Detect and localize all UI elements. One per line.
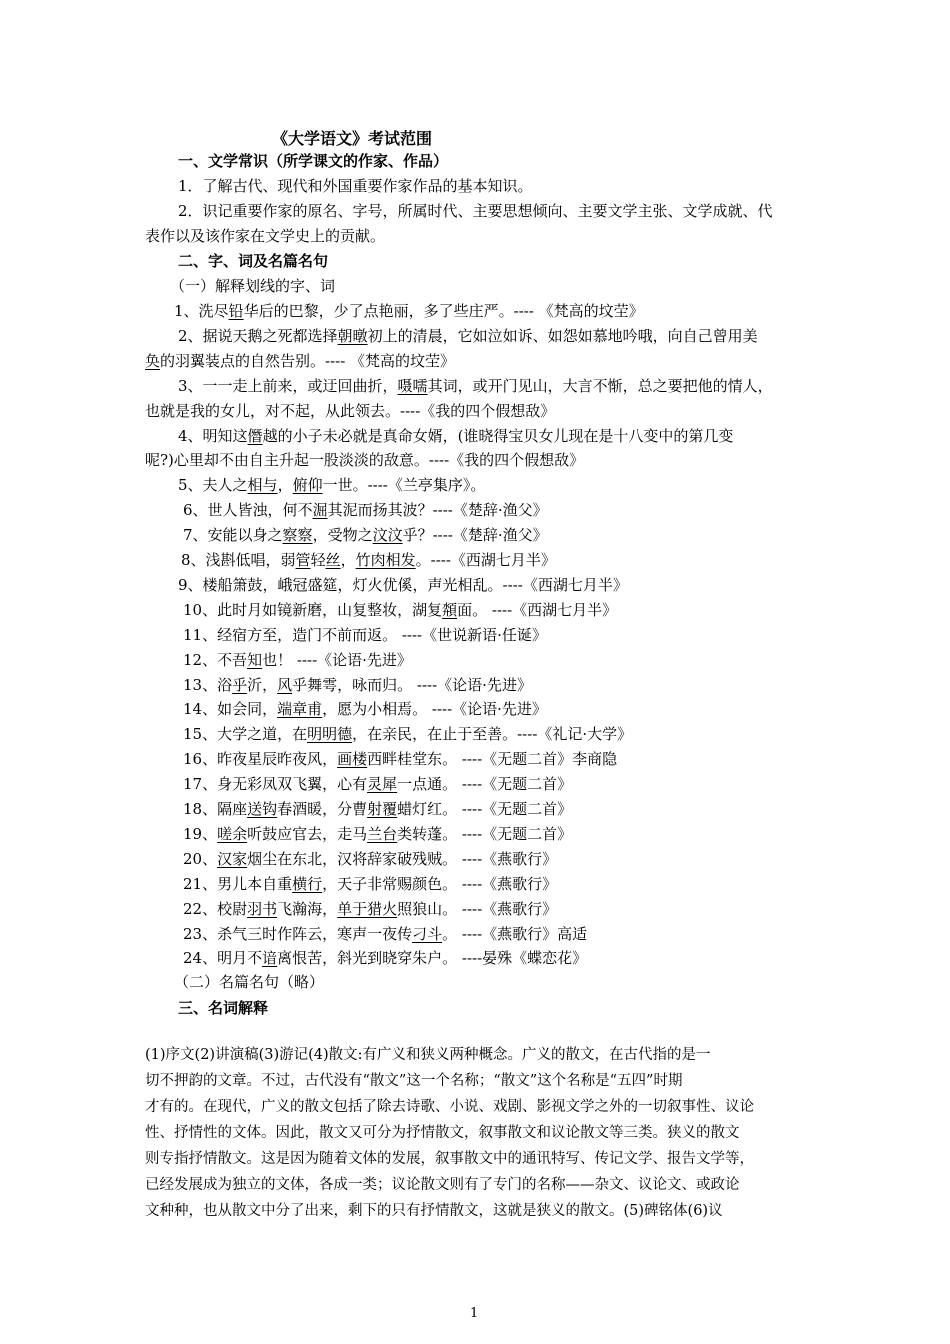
line-text: 西畔桂堂东。 ----《无题二首》李商隐	[367, 750, 618, 769]
vocab-line	[183, 598, 617, 623]
underlined-term: 淈	[312, 501, 328, 520]
line-text: 22、校尉	[183, 899, 248, 918]
vocab-line	[183, 897, 557, 922]
underlined-term: 明明德	[307, 725, 353, 744]
paragraph-line: 已经发展成为独立的文体，各成一类；议论散文则有了专门的名称——杂文、议论文、或政论	[145, 1177, 740, 1193]
line-text: 轻	[310, 551, 326, 569]
paragraph-line: 切不押韵的文章。不过，古代没有“散文”这一个名称；“散文”这个名称是“五四”时期	[145, 1073, 683, 1089]
section1-item1: 1．了解古代、现代和外国重要作家作品的基本知识。	[178, 177, 533, 195]
vocab-line	[178, 473, 485, 498]
line-text: 越的小子未必就是真命女婿，(谁晓得宝贝女儿现在是十八变中的第几变	[262, 426, 734, 445]
line-text: 24、明月不	[183, 949, 263, 968]
line-text: ，受物之	[312, 526, 373, 545]
underlined-term: 刁斗	[412, 924, 443, 943]
line-text: 19、	[183, 824, 218, 843]
underlined-term: 相与	[247, 476, 278, 495]
paragraph-line: 则专指抒情散文。这是因为随着文体的发展，叙事散文中的通讯特写、传记文学、报告文学等，	[145, 1151, 754, 1167]
vocab-line	[145, 349, 455, 374]
line-text: 类转蓬。 ----《无题二首》	[397, 824, 573, 843]
section2-sub2: （二）名篇名句（略）	[174, 973, 325, 991]
vocab-line	[183, 922, 587, 947]
underlined-term: 灵犀	[367, 775, 398, 794]
line-text: 面。 ----《西湖七月半》	[457, 600, 618, 619]
underlined-term: 奂	[145, 351, 161, 370]
underlined-term: 頮	[442, 600, 458, 619]
vocab-line	[183, 673, 532, 698]
section2-sub1: （一）解释划线的字、词	[170, 277, 336, 295]
underlined-term: 风	[277, 675, 293, 694]
vocab-line	[183, 523, 548, 548]
line-text: 乎？----《楚辞·渔父》	[402, 526, 548, 545]
line-text: 烟尘在东北，汉将辞家破残贼。 ----《燕歌行》	[247, 849, 558, 868]
line-text: ，	[340, 551, 356, 569]
line-text: 春酒暖，分曹	[277, 800, 368, 818]
vocab-line	[183, 872, 557, 897]
term-explanation-paragraph	[145, 1042, 810, 1224]
line-text: 6、世人皆浊，何不	[183, 501, 313, 520]
vocab-line	[183, 822, 572, 847]
underlined-term: 察察	[282, 526, 313, 545]
underlined-term: 单于猎火	[337, 899, 398, 918]
line-text: 也！ ----《论语·先进》	[262, 650, 412, 669]
underlined-term: 朝暾	[337, 326, 368, 345]
line-text: 初上的清晨，它如泣如诉、如怨如慕地吟哦，向自己曾用美	[367, 326, 758, 345]
line-text: 7、安能以身之	[183, 526, 283, 545]
underlined-term: 横行	[292, 874, 323, 893]
line-text: 23、杀气三时作阵云，寒声一夜传	[183, 924, 413, 943]
section3-heading: 三、名词解释	[178, 999, 269, 1017]
underlined-term: 乎	[232, 675, 248, 694]
page-number: 1	[470, 1306, 479, 1321]
line-text: 华后的巴黎，少了点艳丽，多了些庄严。---- 《梵高的坟茔》	[243, 302, 644, 320]
line-text: 13、浴	[183, 675, 233, 694]
vocab-line	[178, 424, 733, 449]
line-text: ，在亲民，在止于至善。----《礼记·大学》	[352, 725, 633, 744]
line-text: 听鼓应官去，走马	[247, 824, 368, 843]
line-text: 1、洗尽	[174, 302, 229, 320]
underlined-term: 僭	[247, 426, 263, 445]
underlined-term: 嗫嚅	[397, 376, 428, 395]
vocab-line	[183, 772, 572, 797]
line-text: 的羽翼装点的自然告别。---- 《梵高的坟茔》	[160, 351, 456, 370]
line-text: 17、身无彩凤双飞翼，心有	[183, 775, 368, 794]
paragraph-line: 才有的。在现代，广义的散文包括了除去诗歌、小说、戏剧、影视文学之外的一切叙事性、议论	[145, 1099, 754, 1115]
underlined-term: 羽书	[247, 899, 278, 918]
line-text: 呢?)心里却不由自主升起一股淡淡的敌意。----《我的四个假想敌》	[145, 451, 585, 470]
paragraph-line: 性、抒情性的文体。因此，散文又可分为抒情散文，叙事散文和议论散文等三类。狭义的散文	[145, 1125, 740, 1141]
line-text: 3、一一走上前来，或迂回曲折，	[178, 376, 398, 395]
line-text: 15、大学之道，在	[183, 725, 308, 744]
line-text: 乎舞雩，咏而归。 ----《论语·先进》	[292, 675, 532, 694]
vocab-line	[183, 498, 548, 523]
vocab-line	[181, 548, 556, 573]
vocab-line	[178, 573, 628, 598]
vocab-line	[178, 374, 773, 399]
line-text: 14、如会同，	[183, 700, 278, 719]
line-text: 12、不吾	[183, 650, 248, 669]
vocab-line	[183, 697, 547, 722]
underlined-term: 谙	[262, 949, 278, 968]
line-text: 也就是我的女儿，对不起，从此领去。----《我的四个假想敌》	[145, 401, 556, 420]
vocab-line	[183, 847, 557, 872]
line-text: 9、楼船箫鼓，峨冠盛筵，灯火优傒，声光相乱。----《西湖七月半》	[178, 575, 628, 594]
underlined-term: 俯仰	[292, 476, 323, 495]
paragraph-line: (1)序文(2)讲演稿(3)游记(4)散文:有广义和狭义两种概念。广义的散文，在古代指的是一	[145, 1047, 711, 1063]
underlined-term: 端章甫	[277, 700, 323, 719]
line-text: 5、夫人之	[178, 476, 248, 495]
section2-heading: 二、字、词及名篇名句	[178, 252, 329, 270]
line-text: 18、隔座	[183, 800, 248, 818]
line-text: 。 ----《燕歌行》高适	[442, 924, 588, 943]
vocab-line	[183, 648, 412, 673]
line-text: 16、昨夜星辰昨夜风，	[183, 750, 338, 769]
line-text: 4、明知这	[178, 426, 248, 445]
vocab-line	[183, 623, 547, 648]
line-text: 沂，	[247, 675, 278, 694]
vocab-line	[183, 722, 632, 747]
vocab-line	[183, 747, 617, 772]
vocab-line	[183, 797, 572, 822]
line-text: ，愿为小相焉。 ----《论语·先进》	[322, 700, 547, 719]
underlined-term: 射覆	[367, 800, 398, 818]
line-text: 21、男儿本自重	[183, 874, 293, 893]
line-text: 11、经宿方至，造门不前而返。 ----《世说新语·任诞》	[183, 625, 547, 644]
line-text: 2、据说天鹅之死都选择	[178, 326, 338, 345]
underlined-term: 画楼	[337, 750, 368, 769]
section1-item2-line1: 2．识记重要作家的原名、字号，所属时代、主要思想倾向、主要文学主张、文学成就、代	[178, 202, 773, 220]
line-text: 8、浅斟低唱，弱	[181, 551, 296, 569]
line-text: 蜡灯红。 ----《无题二首》	[397, 800, 573, 818]
line-text: 20、	[183, 849, 218, 868]
line-text: ，天子非常赐颜色。 ----《燕歌行》	[322, 874, 558, 893]
vocab-line	[174, 299, 644, 324]
line-text: 照狼山。 ----《燕歌行》	[397, 899, 558, 918]
line-text: 飞瀚海，	[277, 899, 338, 918]
vocab-line	[145, 448, 584, 473]
paragraph-line: 文种种，也从散文中分了出来，剩下的只有抒情散文，这就是狭义的散文。(5)碑铭体(6)议	[145, 1203, 723, 1219]
vocab-line	[183, 946, 587, 971]
underlined-term: 送钩	[247, 800, 278, 818]
line-text: 一世。----《兰亭集序》。	[322, 476, 486, 495]
line-text: 其泥而扬其波？----《楚辞·渔父》	[327, 501, 548, 520]
line-text: 其词，或开门见山，大言不惭，总之要把他的情人，	[427, 376, 773, 395]
line-text: ，	[277, 476, 293, 495]
underlined-term: 汶汶	[372, 526, 403, 545]
underlined-term: 竹肉相发	[355, 551, 416, 569]
section1-heading: 一、文学常识（所学课文的作家、作品）	[178, 152, 449, 170]
underlined-term: 汉家	[217, 849, 248, 868]
line-text: 一点通。 ----《无题二首》	[397, 775, 573, 794]
underlined-term: 兰台	[367, 824, 398, 843]
underlined-term: 丝	[325, 551, 341, 569]
line-text: 。----《西湖七月半》	[415, 551, 556, 569]
section1-item2-line2: 表作以及该作家在文学史上的贡献。	[145, 227, 386, 245]
line-text: 10、此时月如镜新磨，山复整妆，湖复	[183, 600, 443, 619]
underlined-term: 管	[295, 551, 311, 569]
underlined-term: 知	[247, 650, 263, 669]
underlined-term: 铅	[228, 302, 244, 320]
document-title: 《大学语文》考试范围	[272, 129, 433, 148]
line-text: 离恨苦，斜光到晓穿朱户。 ----晏殊《蝶恋花》	[277, 949, 588, 968]
vocab-line	[145, 399, 555, 424]
underlined-term: 嗟余	[217, 824, 248, 843]
vocab-line	[178, 324, 758, 349]
